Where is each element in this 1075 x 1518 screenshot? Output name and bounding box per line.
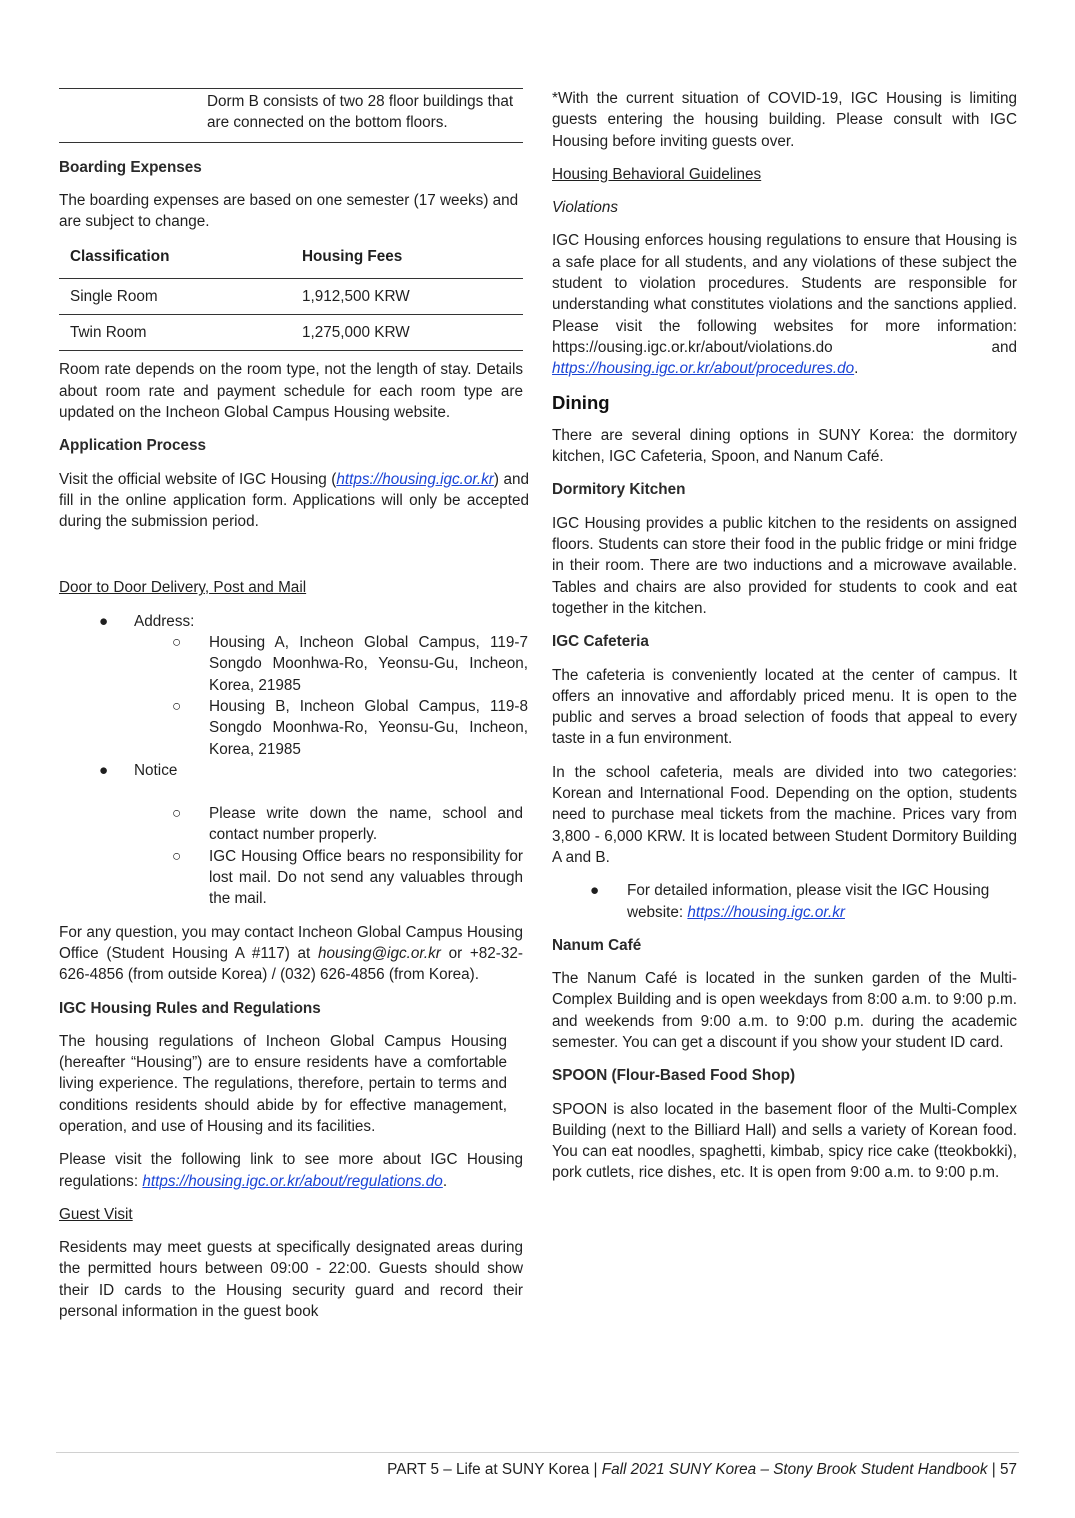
violations-text — [552, 230, 1017, 379]
dorm-b-note-box — [59, 88, 523, 143]
cafeteria-heading: IGC Cafeteria — [552, 633, 649, 651]
regulations-text-post: . — [442, 1172, 448, 1190]
table-row — [59, 278, 523, 314]
list-item — [134, 696, 528, 760]
boarding-heading: Boarding Expenses — [59, 158, 202, 176]
page-number: 57 — [999, 1461, 1017, 1478]
violations-text-body: IGC Housing enforces housing regulations to ensure that Housing is a safe place for all students, and any violations of these subject the student to violation procedures. Students are responsible for understanding what constitutes violations and the sanctions applied. Please visit the following websites for more information: https://ousing.igc.or.kr/about/violations.do and — [552, 232, 1017, 356]
address-housing-b: Housing B, Incheon Global Campus, 119-8 Songdo Moonhwa-Ro, Yeonsu-Gu, Incheon, Korea, 21985 — [209, 697, 528, 758]
contact-text-post: or +82-32-626-4856 (from outside Korea) / (032) 626-4856 (from Korea). — [59, 944, 523, 984]
cafeteria-text: The cafeteria is conveniently located at the center of campus. It offers an innovative and affordably priced menu. It is open to the public and serves a broad selection of foods that appeal to every taste in a fun environment. — [552, 666, 1017, 748]
notice-label: Notice — [134, 761, 178, 779]
list-item-address — [59, 611, 528, 760]
spoon-text: SPOON is also located in the basement floor of the Multi-Complex Building (next to the Billiard Hall) and sells a variety of Korean food. You can eat noodles, spaghetti, kimbab, spicy rice cake (tteokbokki), pork cutlets, rice dishes, etc. It is open from 9:00 a.m. to 9:00 p.m. — [552, 1100, 1017, 1182]
cafeteria-bullet-text: For detailed information, please visit the IGC Housing website: — [627, 882, 990, 921]
table-cell: Single Room — [59, 278, 292, 314]
footer-separator: | — [589, 1461, 602, 1478]
contact-email: housing@igc.or.kr — [317, 944, 441, 962]
bullet-icon: ● — [99, 612, 109, 630]
footer-divider — [56, 1452, 1019, 1453]
dining-heading: Dining — [552, 391, 610, 413]
table-row — [59, 315, 523, 351]
list-item — [134, 846, 523, 910]
table-header-row — [59, 244, 523, 278]
dining-text: There are several dining options in SUNY Korea: the dormitory kitchen, IGC Cafeteria, Spoon, and Nanum Café. — [552, 426, 1017, 466]
housing-website-link[interactable]: https://housing.igc.or.kr — [687, 903, 845, 921]
housing-website-link[interactable]: https://housing.igc.or.kr — [336, 470, 494, 488]
circle-bullet-icon: ○ — [172, 697, 182, 715]
page-footer — [387, 1461, 1017, 1479]
table-cell: Twin Room — [59, 315, 292, 351]
delivery-list — [59, 611, 528, 910]
regulations-text — [59, 1149, 523, 1192]
kitchen-heading: Dormitory Kitchen — [552, 481, 686, 499]
regulations-text-pre: Please visit the following link to see more about IGC Housing regulations: — [59, 1151, 523, 1190]
nanum-heading: Nanum Café — [552, 936, 642, 954]
notice-item: Please write down the name, school and contact number properly. — [209, 805, 523, 844]
circle-bullet-icon: ○ — [172, 634, 182, 652]
bullet-icon: ● — [590, 882, 600, 900]
boarding-text: The boarding expenses are based on one semester (17 weeks) and are subject to change. — [59, 191, 519, 231]
footer-handbook-title: Fall 2021 SUNY Korea – Stony Brook Student Handbook — [601, 1461, 988, 1478]
contact-text — [59, 922, 523, 986]
application-heading: Application Process — [59, 437, 207, 455]
application-text-pre: Visit the official website of IGC Housing ( — [59, 470, 337, 488]
delivery-heading: Door to Door Delivery, Post and Mail — [59, 579, 307, 597]
table-cell: 1,275,000 KRW — [292, 315, 523, 351]
rules-text: The housing regulations of Incheon Global Campus Housing (hereafter “Housing”) are to ensure residents have a comfortable living experience. The regulations, therefore, pertain to terms and conditions residents should abide by for effective management, operation, and use of Housing and its facilities. — [59, 1032, 507, 1135]
violations-text-post: . — [854, 360, 859, 378]
table-header-classification: Classification — [59, 244, 292, 278]
procedures-link[interactable]: https://housing.igc.or.kr/about/procedures.do — [552, 360, 855, 378]
guest-heading: Guest Visit — [59, 1205, 133, 1223]
left-column — [59, 88, 529, 1334]
table-header-housing-fees: Housing Fees — [292, 244, 523, 278]
spoon-heading: SPOON (Flour-Based Food Shop) — [552, 1067, 796, 1085]
covid-text: *With the current situation of COVID-19, IGC Housing is limiting guests entering the housing building. Please consult with IGC Housing before inviting guests over. — [552, 90, 1017, 150]
contact-text-pre: For any question, you may contact Incheon Global Campus Housing Office (Student Housing A #117) at — [59, 923, 523, 962]
list-item — [552, 880, 1017, 923]
address-label: Address: — [134, 612, 195, 630]
kitchen-text: IGC Housing provides a public kitchen to the residents on assigned floors. Students can store their food in the public fridge or mini fridge in their room. There are two inductions and a microwave available. Tables and chairs are also provided for students to cook and eat together in the kitchen. — [552, 514, 1017, 617]
circle-bullet-icon: ○ — [172, 847, 182, 865]
bullet-icon: ● — [99, 761, 109, 779]
footer-part: PART 5 – Life at SUNY Korea — [387, 1461, 590, 1478]
cafeteria-bullet-list — [552, 880, 1017, 923]
violations-heading: Violations — [552, 199, 619, 217]
table-cell: 1,912,500 KRW — [292, 278, 523, 314]
list-item-notice — [59, 760, 523, 910]
behavior-heading: Housing Behavioral Guidelines — [552, 165, 762, 183]
list-item — [134, 803, 523, 846]
list-item — [134, 632, 528, 696]
regulations-link[interactable]: https://housing.igc.or.kr/about/regulations.do — [142, 1172, 443, 1190]
application-text — [59, 469, 529, 533]
housing-fees-table — [59, 244, 523, 351]
address-list — [134, 632, 528, 760]
address-housing-a: Housing A, Incheon Global Campus, 119-7 Songdo Moonhwa-Ro, Yeonsu-Gu, Incheon, Korea, 21985 — [209, 634, 528, 694]
notice-item: IGC Housing Office bears no responsibility for lost mail. Do not send any valuables through the mail. — [209, 847, 523, 908]
guest-text: Residents may meet guests at specifically designated areas during the permitted hours between 09:00 - 22:00. Guests should show their ID cards to the Housing security guard and record their personal information in the guest book — [59, 1239, 523, 1321]
cafeteria-text-2: In the school cafeteria, meals are divided into two categories: Korean and International Food. Depending on the option, students need to purchase meal tickets from the machine. Prices vary from 3,800 - 6,000 KRW. It is located between Student Dormitory Building A and B. — [552, 763, 1017, 866]
room-rate-text: Room rate depends on the room type, not the length of stay. Details about room rate and payment schedule for each room type are updated on the Incheon Global Campus Housing website. — [59, 361, 523, 421]
nanum-text: The Nanum Café is located in the sunken garden of the Multi-Complex Building and is open weekdays from 8:00 a.m. to 9:00 p.m. and weekends from 9:00 a.m. to 9:00 p.m. during the academic semester. You can get a discount if you show your student ID card. — [552, 970, 1017, 1051]
dorm-b-note: Dorm B consists of two 28 floor buildings that are connected on the bottom floors. — [207, 93, 514, 132]
circle-bullet-icon: ○ — [172, 805, 182, 823]
notice-list — [134, 803, 523, 909]
rules-heading: IGC Housing Rules and Regulations — [59, 999, 321, 1017]
right-column — [552, 88, 1017, 1196]
application-text-post: ) and fill in the online application form. Applications will only be accepted during the submission period. — [59, 470, 529, 531]
footer-separator: | — [987, 1461, 1000, 1478]
